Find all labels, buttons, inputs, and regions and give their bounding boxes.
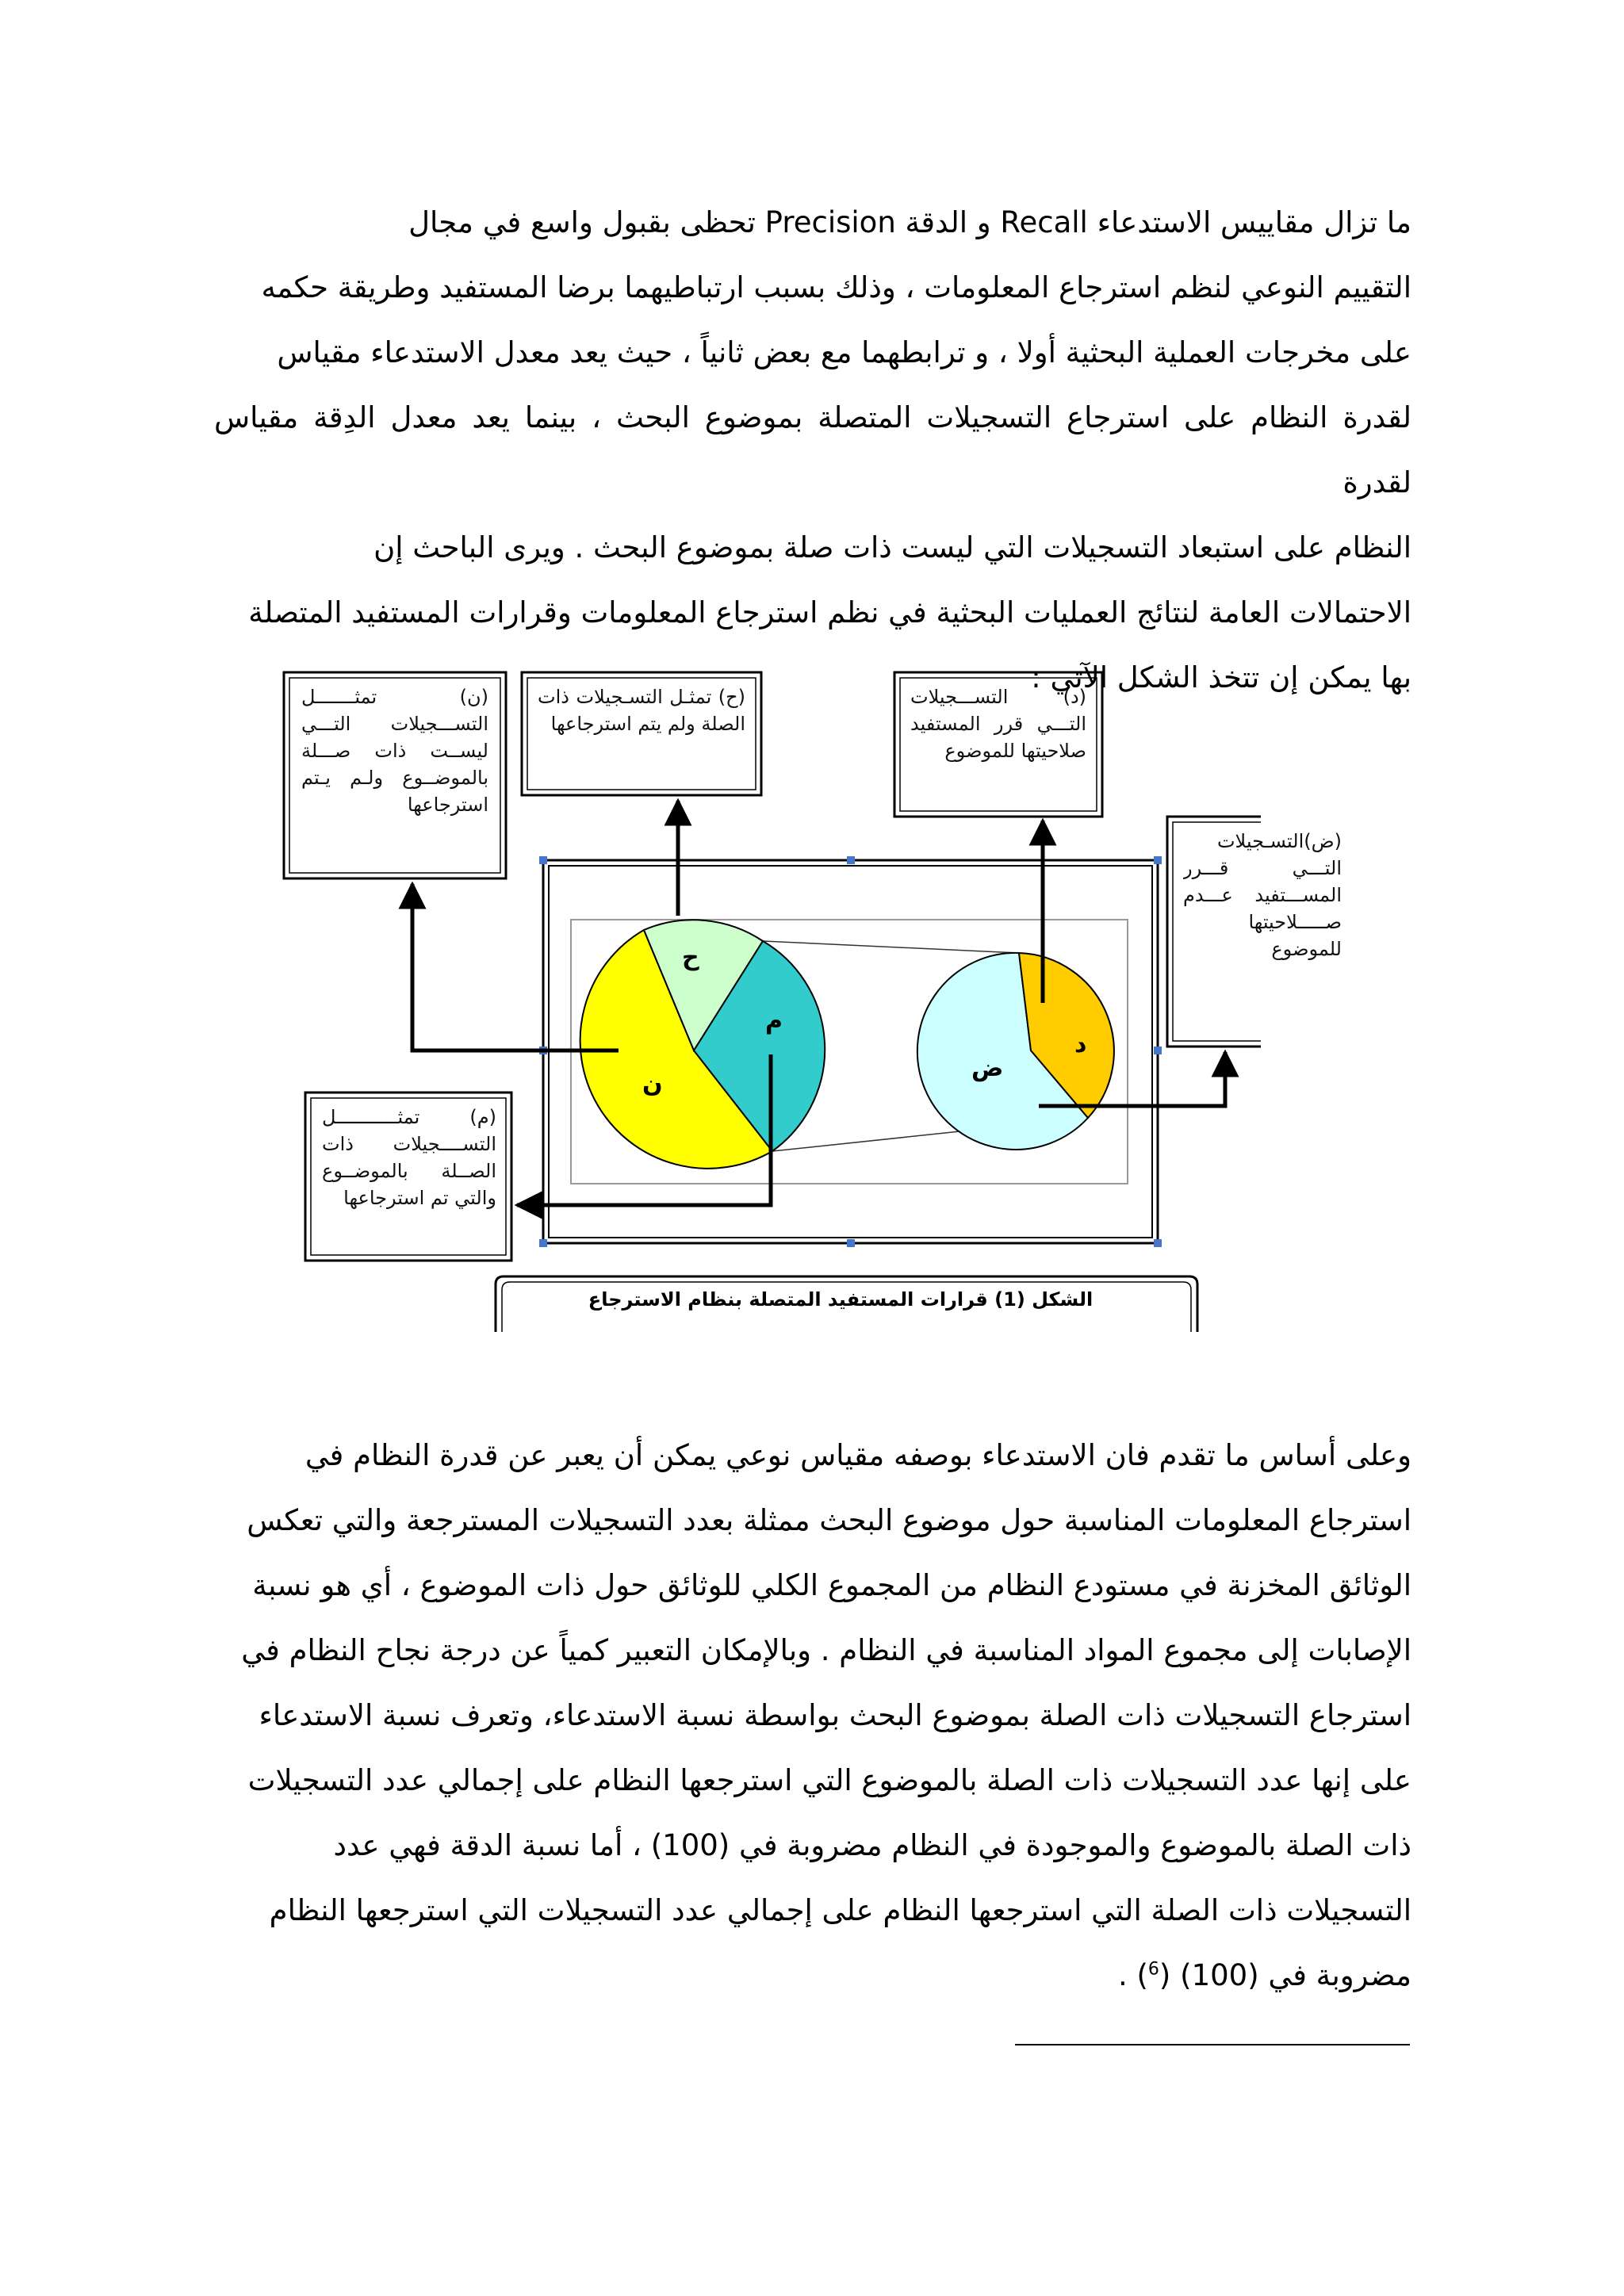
text-line: على مخرجات العملية البحثية أولا ، و ترابطهما مع بعض ثانياً ، حيث يعد معدل الاستدعاء مقياس <box>277 335 1411 369</box>
slice-label-h: ح <box>682 943 699 971</box>
handle <box>1154 1047 1162 1054</box>
text-line: لقدرة النظام على استرجاع التسجيلات المتصلة بموضوع البحث ، بينما يعد معدل الدِقة مقياس لقدرة <box>214 400 1411 499</box>
handle <box>539 856 547 864</box>
slice-label-d: د <box>1074 1031 1087 1058</box>
box-d-text: (د) التســـجيلات التـــي قرر المستفيد صلاحيتها للموضوع <box>910 686 1086 762</box>
text-line: الإصابات إلى مجموع المواد المناسبة في النظام . وبالإمكان التعبير كمياً عن درجة نجاح النظام في <box>241 1633 1411 1667</box>
text-line: الاحتمالات العامة لنتائج العمليات البحثية في نظم استرجاع المعلومات وقرارات المستفيد المتصلة <box>248 595 1411 629</box>
paragraph-intro <box>214 190 1411 710</box>
figure-user-decisions <box>270 658 1342 1340</box>
text-line: بها يمكن إن تتخذ الشكل الآتي : <box>1031 660 1411 695</box>
text-line: التقييم النوعي لنظم استرجاع المعلومات ، وذلك بسبب ارتباطيهما برضا المستفيد وطريقة حكمه <box>261 270 1411 304</box>
box-d2-text: (ض)التسـجيلات التـــي قـــرر المســـتفيد عـــدم صـــــلاحيتها للموضوع <box>1183 830 1342 960</box>
text-line: استرجاع التسجيلات ذات الصلة بموضوع البحث بواسطة نسبة الاستدعاء، وتعرف نسبة الاستدعاء <box>259 1698 1411 1732</box>
text-line: التسجيلات ذات الصلة التي استرجعها النظام على إجمالي عدد التسجيلات التي استرجعها النظام <box>269 1893 1411 1927</box>
text-line: وعلى أساس ما تقدم فان الاستدعاء بوصفه مقياس نوعي يمكن أن يعبر عن قدرة النظام في <box>304 1438 1411 1472</box>
last-line-end: ) . <box>1117 1958 1148 1992</box>
text-line: ذات الصلة بالموضوع والموجودة في النظام مضروبة في (100) ، أما نسبة الدقة فهي عدد <box>333 1828 1411 1862</box>
footnote-ref[interactable]: 6 <box>1147 1959 1159 1980</box>
paragraph-recall-precision <box>214 1423 1411 2008</box>
text-line: الوثائق المخزنة في مستودع النظام من المجموع الكلي للوثائق حول ذات الموضوع ، أي هو نسبة <box>252 1568 1411 1602</box>
handle <box>847 856 855 864</box>
last-line-text: مضروبة في (100) ( <box>1159 1958 1411 1992</box>
text-line: استرجاع المعلومات المناسبة حول موضوع البحث ممثلة بعدد التسجيلات المسترجعة والتي تعكس <box>247 1503 1411 1537</box>
text-line: النظام على استبعاد التسجيلات التي ليست ذات صلة بموضوع البحث . ويرى الباحث إن <box>373 530 1411 564</box>
connector-line <box>763 941 1019 953</box>
handle <box>1154 856 1162 864</box>
handle <box>847 1239 855 1247</box>
handle <box>1154 1239 1162 1247</box>
footnote-separator <box>1015 2044 1410 2045</box>
slice-label-d2: ض <box>971 1054 1004 1082</box>
handle <box>539 1239 547 1247</box>
text-line-last <box>214 1943 1411 2008</box>
figure-caption: الشكل (1) قرارات المستفيد المتصلة بنظام الاسترجاع <box>588 1288 1094 1311</box>
slice-label-n: ن <box>642 1070 663 1098</box>
text-line: ما تزال مقاييس الاستدعاء Recall و الدقة Precision تحظى بقبول واسع في مجال <box>408 205 1411 239</box>
box-m-text: (م) تمثـــــــــــل التســــجيلات ذات الصــلة بالموضــوع والتي تم استرجاعها <box>322 1106 496 1209</box>
box-n-text: (ن) تمثـــــــل التســـجيلات التـــي ليســت ذات صـــلة بالموضــوع ولـم يـتم استرجاعها <box>301 686 488 816</box>
box-h-text: (ح) تمثـل التسـجيلات ذات الصلة ولم يتم استرجاعها <box>538 686 745 735</box>
text-line: على إنها عدد التسجيلات ذات الصلة بالموضوع التي استرجعها النظام على إجمالي عدد التسجيلات <box>247 1763 1411 1797</box>
slice-label-m: م <box>765 1007 783 1035</box>
